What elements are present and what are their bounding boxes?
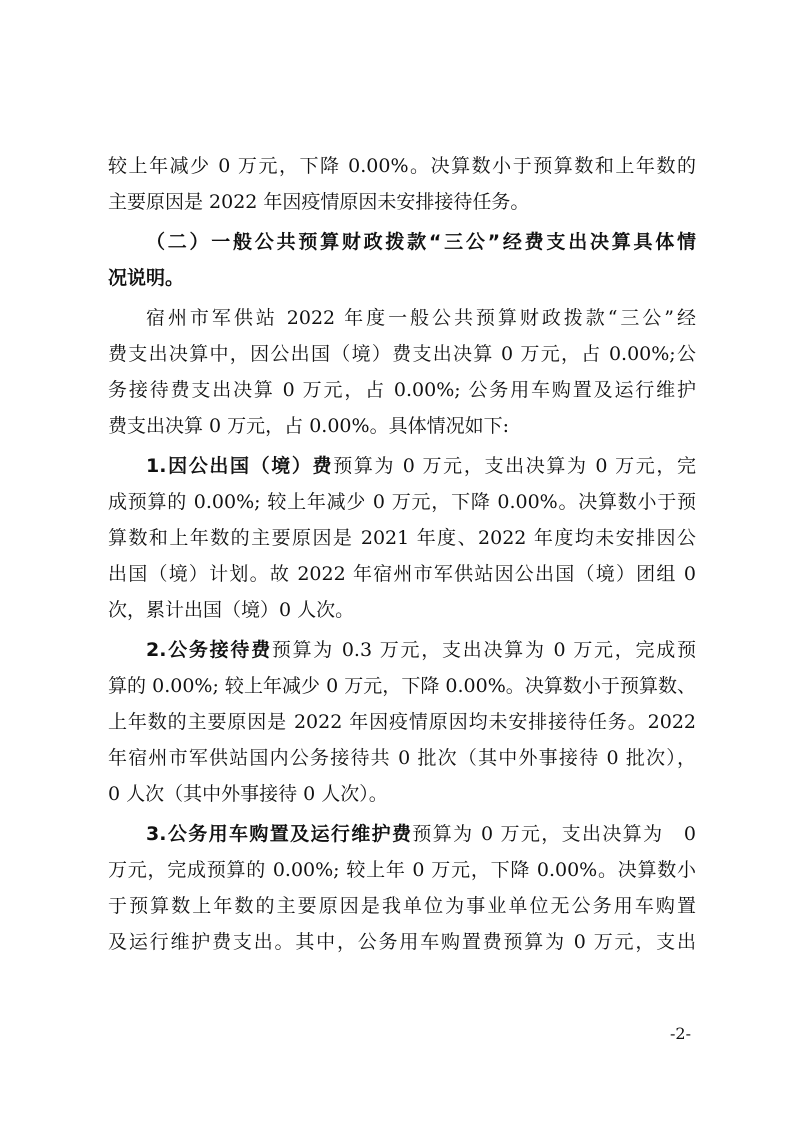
paragraph-line: 成预算的 0.00%; 较上年减少 0 万元，下降 0.00%。决算数小于预 [108, 491, 696, 513]
paragraph-line: 年宿州市军供站国内公务接待共 0 批次（其中外事接待 0 批次）， [108, 747, 696, 769]
paragraph-line: 出国（境）计划。故 2022 年宿州市军供站因公出国（境）团组 0 [108, 563, 696, 585]
item-text: 预算为 0 万元，支出决算为 0 [412, 823, 696, 845]
page-number: -2- [670, 1024, 691, 1043]
paragraph-line: 务接待费支出决算 0 万元，占 0.00%; 公务用车购置及运行维护 [108, 379, 696, 401]
item-text: 预算为 0 万元，支出决算为 0 万元，完 [333, 455, 696, 477]
paragraph-line: 次，累计出国（境）0 人次。 [108, 599, 355, 621]
paragraph-line: 上年数的主要原因是 2022 年因疫情原因均未安排接待任务。2022 [108, 711, 696, 733]
item-text: 预算为 0.3 万元，支出决算为 0 万元，完成预 [271, 639, 696, 661]
paragraph-line: 宿州市军供站 2022 年度一般公共预算财政拨款“三公”经 [146, 307, 696, 329]
paragraph-line: 0 人次（其中外事接待 0 人次）。 [108, 783, 388, 805]
section-heading: 况说明。 [108, 267, 185, 289]
list-item [108, 632, 696, 668]
paragraph-line: 于预算数上年数的主要原因是我单位为事业单位无公务用车购置 [108, 895, 696, 917]
item-title: 1.因公出国（境）费 [146, 455, 334, 477]
paragraph-line: 及运行维护费支出。其中，公务用车购置费预算为 0 万元，支出 [108, 931, 696, 953]
paragraph-line: 算的 0.00%; 较上年减少 0 万元，下降 0.00%。决算数小于预算数、 [108, 675, 696, 697]
document-body [108, 148, 696, 960]
paragraph-line: 主要原因是 2022 年因疫情原因未安排接待任务。 [108, 191, 530, 213]
paragraph-line: 费支出决算中，因公出国（境）费支出决算 0 万元，占 0.00%;公 [108, 343, 696, 365]
list-item [108, 448, 696, 484]
item-title: 2.公务接待费 [146, 639, 272, 661]
item-title: 3.公务用车购置及运行维护费 [146, 823, 413, 845]
section-heading: （二）一般公共预算财政拨款“三公”经费支出决算具体情 [146, 231, 696, 253]
paragraph-line: 万元，完成预算的 0.00%; 较上年 0 万元，下降 0.00%。决算数小 [108, 859, 696, 881]
paragraph-line: 费支出决算 0 万元，占 0.00%。具体情况如下: [108, 415, 509, 437]
paragraph-line: 较上年减少 0 万元，下降 0.00%。决算数小于预算数和上年数的 [108, 155, 696, 177]
paragraph-line: 算数和上年数的主要原因是 2021 年度、2022 年度均未安排因公 [108, 527, 696, 549]
list-item [108, 816, 696, 852]
